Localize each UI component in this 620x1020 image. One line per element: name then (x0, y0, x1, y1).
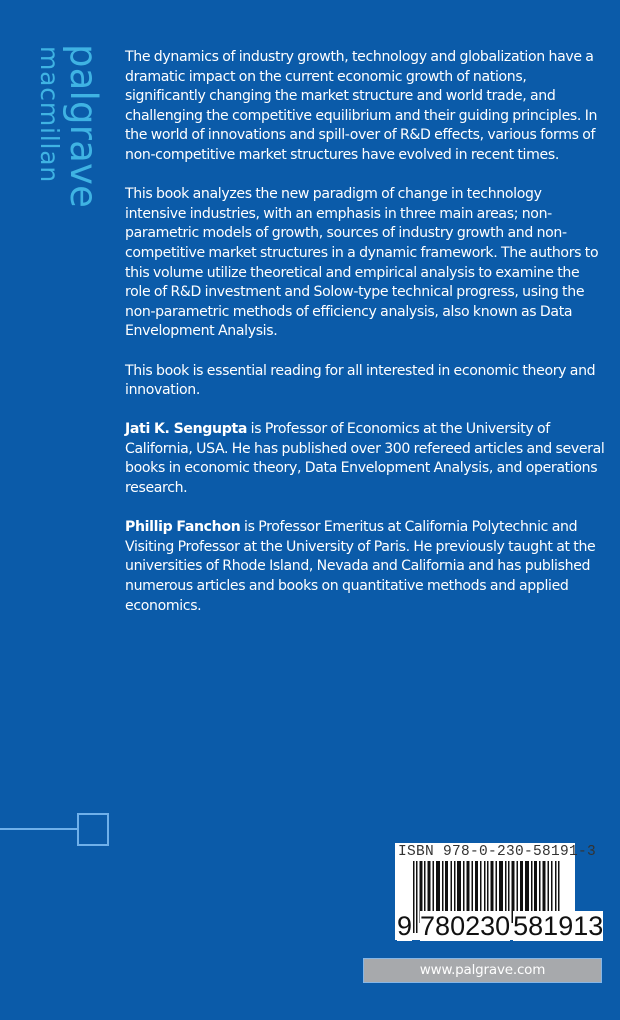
author-bio-fanchon (125, 518, 605, 616)
publisher-website-link[interactable]: www.palgrave.com (363, 958, 602, 983)
ean-right-digits: 581913 (513, 911, 604, 941)
ean-left-digits: 780230 (420, 911, 511, 941)
decorative-line (0, 828, 77, 830)
author-bio-sengupta (125, 420, 605, 498)
blurb-text: This book is essential reading for all interested in economic theory and innovation. (125, 362, 596, 399)
back-cover-blurb (125, 48, 605, 636)
isbn-barcode (395, 843, 604, 941)
logo-macmillan-text: macmillan (35, 46, 64, 183)
blurb-paragraph-2 (125, 185, 605, 342)
blurb-paragraph-3 (125, 362, 605, 401)
blurb-text: This book analyzes the new paradigm of change in technology intensive industries, with an emphasis in three main areas; non-parametric models of growth, sources of industry growth and non-competitive market structures in a dynamic framework. The authors to this volume utilize theoretical and empirical analysis to examine the role of R&D investment and Solow-type technical progress, using the non-parametric methods of efficiency analysis, also known as Data Envelopment Analysis. (125, 186, 599, 340)
ean-digits (397, 913, 603, 940)
blurb-text: The dynamics of industry growth, technology and globalization have a dramatic impact on the current economic growth of nations, significantly changing the market structure and world trade, and challenging the competitive equilibrium and their guiding principles. In the world of innovations and spill-over of R&D effects, various forms of non-competitive market structures have evolved in recent times. (125, 49, 598, 163)
logo-palgrave-text: palgrave (62, 44, 105, 209)
isbn-label: ISBN 978-0-230-58191-3 (398, 844, 597, 860)
author-name: Jati K. Sengupta (125, 421, 248, 438)
author-bio-text: is Professor Emeritus at California Polytechnic and Visiting Professor at the University of Paris. He previously taught at the universities of Rhode Island, Nevada and California and has published numerous articles and books on quantitative methods and applied economics. (125, 519, 596, 614)
author-bio-text: is Professor of Economics at the University of California, USA. He has published over 300 refereed articles and several books in economic theory, Data Envelopment Analysis, and operations research. (125, 421, 605, 497)
author-name: Phillip Fanchon (125, 519, 241, 536)
ean-first-digit: 9 (397, 911, 413, 941)
decorative-square-outline (77, 813, 109, 846)
blurb-paragraph-1 (125, 48, 605, 166)
